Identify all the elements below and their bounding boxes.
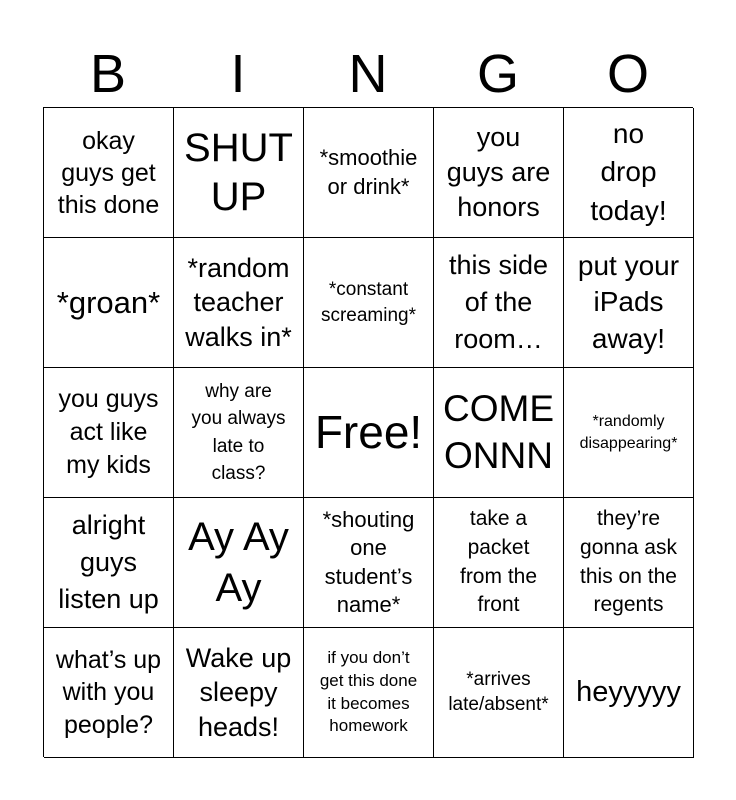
bingo-cell-text: Ay Ay Ay	[188, 515, 289, 610]
header-letter-n: N	[348, 44, 388, 104]
bingo-cell[interactable]	[174, 628, 304, 758]
bingo-cell-text: this side of the room…	[448, 250, 549, 354]
header-letter-i: I	[230, 44, 246, 104]
bingo-cell-text: you guys act like my kids	[58, 385, 159, 479]
bingo-cell[interactable]	[174, 108, 304, 238]
bingo-cell[interactable]	[44, 108, 174, 238]
bingo-cell-text: no drop today!	[590, 117, 667, 226]
bingo-header	[43, 40, 693, 108]
bingo-cell-text: you guys are honors	[446, 121, 551, 223]
bingo-cell[interactable]	[44, 498, 174, 628]
bingo-cell-text: *shouting one student’s name*	[322, 507, 415, 617]
bingo-cell-text: take a packet from the front	[459, 507, 538, 617]
bingo-cell-text: *random teacher walks in*	[185, 252, 292, 352]
bingo-cell-text: they’re gonna ask this on the regents	[580, 507, 677, 617]
bingo-board	[43, 107, 693, 757]
bingo-cell[interactable]	[304, 238, 434, 368]
bingo-cell[interactable]	[564, 498, 694, 628]
bingo-cell-text: *constant screaming*	[320, 278, 417, 326]
header-letter-o: O	[606, 44, 649, 104]
bingo-cell-text: Wake up sleepy heads!	[185, 642, 292, 742]
bingo-cell[interactable]	[564, 368, 694, 498]
bingo-cell-text: heyyyyy	[576, 676, 681, 709]
bingo-cell-text: *arrives late/absent*	[448, 668, 549, 715]
bingo-cell-text: *randomly disappearing*	[579, 412, 678, 452]
bingo-cell[interactable]	[174, 368, 304, 498]
bingo-cell-text: *groan*	[56, 284, 161, 320]
bingo-cell-text: put your iPads away!	[577, 249, 680, 354]
header-letter-g: G	[476, 44, 519, 104]
bingo-cell[interactable]	[304, 498, 434, 628]
bingo-cell-text: why are you always late to class?	[191, 381, 286, 484]
bingo-cell-text: Free!	[314, 405, 423, 458]
bingo-cell-text: if you don’t get this done it becomes homework	[319, 647, 418, 736]
bingo-cell[interactable]	[564, 238, 694, 368]
bingo-cell[interactable]	[434, 368, 564, 498]
bingo-cell[interactable]	[304, 108, 434, 238]
bingo-cell-text: *smoothie or drink*	[319, 144, 418, 199]
bingo-cell[interactable]	[174, 498, 304, 628]
bingo-cell[interactable]	[564, 108, 694, 238]
bingo-cell[interactable]	[434, 498, 564, 628]
header-letter-b: B	[89, 44, 127, 104]
bingo-cell[interactable]	[434, 628, 564, 758]
bingo-cell[interactable]	[304, 628, 434, 758]
bingo-cell[interactable]	[44, 238, 174, 368]
bingo-cell-text: okay guys get this done	[57, 126, 160, 219]
bingo-cell-text: COME ONNN	[443, 388, 554, 476]
bingo-cell[interactable]	[304, 368, 434, 498]
bingo-cell[interactable]	[434, 108, 564, 238]
bingo-cell[interactable]	[174, 238, 304, 368]
bingo-cell[interactable]	[434, 238, 564, 368]
bingo-cell[interactable]	[564, 628, 694, 758]
bingo-cell-text: what’s up with you people?	[55, 645, 162, 739]
bingo-cell-text: alright guys listen up	[58, 510, 159, 614]
bingo-cell[interactable]	[44, 368, 174, 498]
bingo-cell-text: SHUT UP	[184, 125, 293, 219]
bingo-cell[interactable]	[44, 628, 174, 758]
